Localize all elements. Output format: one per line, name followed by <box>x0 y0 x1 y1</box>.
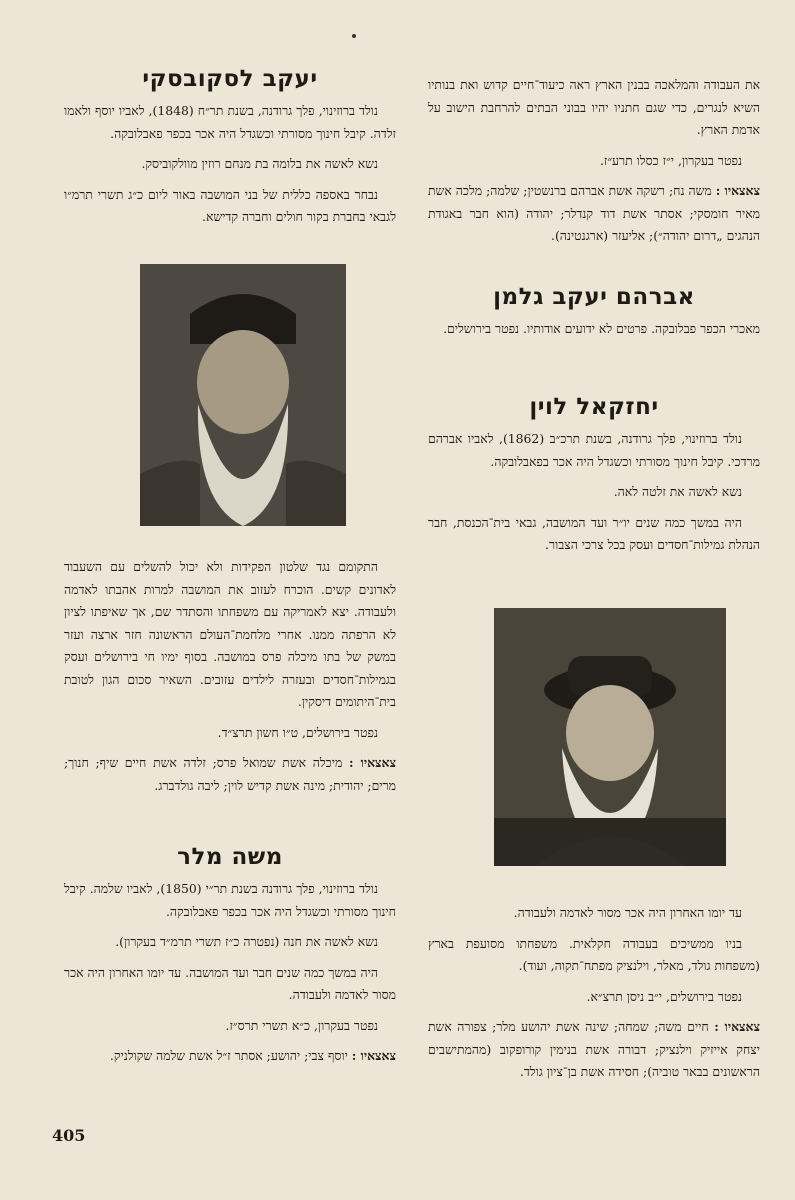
entry-lasokovsky-continued <box>64 556 396 805</box>
portrait-image <box>494 608 726 866</box>
portrait-photo-levin <box>494 608 726 866</box>
descendants <box>64 1045 396 1068</box>
entry-title: אברהם יעקב גלמן <box>493 284 695 310</box>
right-column-top <box>428 74 760 256</box>
entry-title: יחזקאל לוין <box>529 394 659 420</box>
continued-paragraph: את העבודה והמלאכה בבנין הארץ ראה כיעוד־חיים קדוש ואת בנותיו השיא לנגרים, כדי שגם חתניו יהיו בבוני הבתים להרחבת הישוב על אדמת הארץ. <box>428 77 760 137</box>
descendants <box>64 752 396 797</box>
entry-paragraph: נשא לאשה את חנה (נפטרה כ״ז תשרי תרמ״ד בעקרון). <box>115 934 378 949</box>
death-note: נפטר בירושלים, ט״ו חשון תרצ״ד. <box>217 724 378 740</box>
descendants-list: חיים משה; שמחה; שינה אשת יהושע מלר; צפורה אשת יצחק אייזיק וילנציק; דבורה אשת בנימין קורופקוב (מהמתישבים הראשונים בבאר טוביה); חסידה אשת בן־ציון גולד. <box>428 1019 760 1079</box>
entry-paragraph: היה במשך כמה שנים חבר ועד המושבה. עד יומו האחרון היה אכר מסור לאדמה ולעבודה. <box>64 964 396 1002</box>
descendants <box>428 1016 760 1084</box>
entry-paragraph: נשא לאשה את זלטה לאה. <box>613 484 742 499</box>
portrait-image <box>140 264 346 526</box>
descendants <box>428 180 760 248</box>
descendants-list: מיכלה אשת שמואל פרס; זלדה אשת חיים שיף; חנוך; מרים; יהודית; מינה אשת קדיש לוין; ליבה גולדברג. <box>64 755 396 793</box>
entry-title: משה מלר <box>177 844 283 870</box>
descendants-label: צאצאיו : <box>351 1048 396 1063</box>
death-note: נפטר בעקרון, כ״א תשרי תרס״ז. <box>225 1017 378 1033</box>
entry-paragraph: נולד ברוזינוי, פלך גרודנה בשנת תר״י (1850), לאביו שלמה. קיבל חינוך מסורתי וכשגדל היה אכר בכפר פאבלובקה. <box>64 881 396 919</box>
descendants-list: משה נח; רשקה אשת אברהם ברנשטין; שלמה; מלכה אשת מאיר חומסקי; אסתר אשת דוד קנדלר; יהודה (הוא חבר באגודת הנהגים „דרום יהודה״); אליעזר (ארגנטינה). <box>428 183 760 243</box>
portrait-photo-lasokovsky <box>140 264 346 526</box>
entry-levin-continued <box>428 902 760 1092</box>
entry-title: יעקב לסקובסקי <box>142 66 318 92</box>
descendants-label: צאצאיו : <box>715 183 760 198</box>
entry-paragraph: נשא לאשה את בלומה בת מנחם רוזין מוולקוביסק. <box>141 156 378 171</box>
page-number: 405 <box>52 1126 86 1145</box>
entry-paragraph: עד יומו האחרון היה אכר מסור לאדמה ולעבודה. <box>513 905 742 920</box>
entry-paragraph: היה במשך כמה שנים יו״ר ועד המושבה, גבאי בית־הכנסת, חבר הנהלת גמילות־חסדים ועסק בכל צרכי הצבור. <box>428 514 760 552</box>
descendants-label: צאצאיו : <box>349 755 396 770</box>
entry-paragraph: נולד ברוזינוי, פלך גרודנה, בשנת תר״ח (1848), לאביו יוסף ולאמו זלדה. קיבל חינוך מסורתי וכשגדל היה אכר בכפר פאבלובקה. <box>64 103 396 141</box>
entry-gelman <box>428 282 760 349</box>
descendants-label: צאצאיו : <box>714 1019 760 1034</box>
entry-meler <box>64 842 396 1076</box>
entry-text: מאכרי הכפר פבלובקה. פרטים לא ידועים אודותיו. נפטר בירושלים. <box>443 321 760 336</box>
death-note: נפטר בעקרון, י״ז כסלו תרע״ז. <box>599 152 742 168</box>
entry-paragraph: בניו ממשיכים בעבודה חקלאית. משפחתו מסועפת בארץ (משפחות גולד, מאלר, וילנציק מפתח־תקוה, ועוד). <box>428 935 760 973</box>
descendants-list: יוסף צבי; יהושע; אסתר ז״ל אשת שלמה שקולניק. <box>109 1048 348 1063</box>
entry-lasokovsky <box>64 64 396 237</box>
print-mark <box>352 34 356 38</box>
entry-paragraph: נבחר באספה כללית של בני המושבה באור ליום כ״ג תשרי תרמ״ו לגבאי בחברת בקור חולים וחברה קדישא. <box>64 186 396 224</box>
death-note: נפטר בירושלים, י״ב ניסן תרצ״א. <box>586 988 742 1004</box>
entry-paragraph: התקומם נגד שלטון הפקידות ולא יכול להשלים עם השעבוד לאדונים קשים. הוכרח לעזוב את המושבה למרות אהבתו לאדמה ולעבודה. יצא לאמריקה עם משפחתו והסתדר שם, אך שאיפתו לציון לא הרפתה ממנו. אחרי מלחמת־העולם הראשונה חזר ארצה ועזר במשק של בתו מיכלה פרס במושבה. בסוף ימיו חי בירושלים ועסק בגמילות־חסדים ובעזרה לילדים עזובים. השאיר סכום הגון לטובת בית־היתומים דיסקין. <box>64 559 396 709</box>
entry-levin <box>428 392 760 565</box>
entry-paragraph: נולד ברוזינוי, פלך גרודנה, בשנת תרכ״ב (1862), לאביו אברהם מרדכי. קיבל חינוך מסורתי וכשגדל היה אכר בפאבלובקה. <box>428 431 760 469</box>
